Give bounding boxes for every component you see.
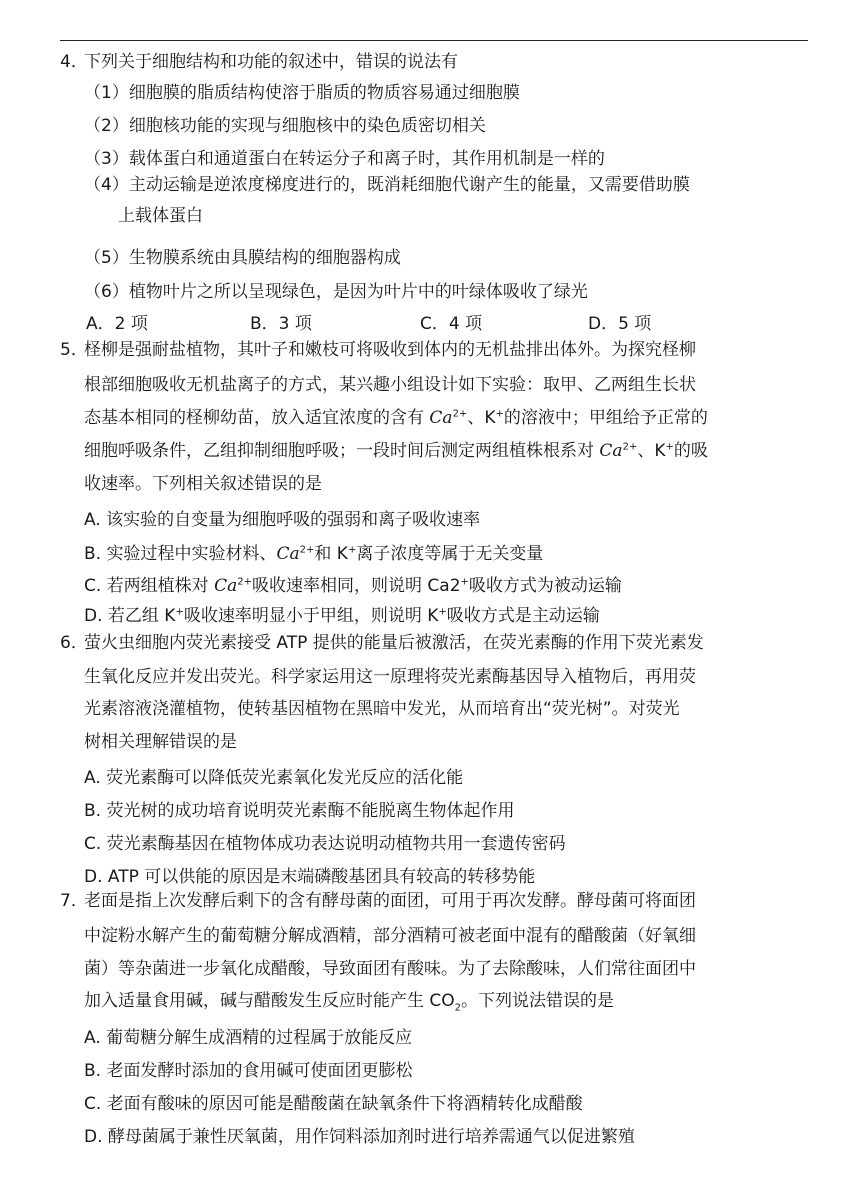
stem-line: 根部细胞吸收无机盐离子的方式，某兴趣小组设计如下实验：取甲、乙两组生长状 — [84, 375, 696, 395]
stem-line: 收速率。下列相关叙述错误的是 — [84, 474, 322, 494]
question-number: 7． — [60, 891, 88, 911]
stem-line: 细胞呼吸条件，乙组抑制细胞呼吸；一段时间后测定两组植株根系对 $Ca^{2+}$、K+的吸 — [84, 441, 708, 461]
statement-5: （5）生物膜系统由具膜结构的细胞器构成 — [84, 248, 401, 268]
stem-line: 老面是指上次发酵后剩下的含有酵母菌的面团，可用于再次发酵。酵母菌可将面团 — [84, 891, 696, 911]
question-number: 6． — [60, 633, 88, 653]
option-b[interactable]: B. 荧光树的成功培育说明荧光素酶不能脱离生物体起作用 — [84, 801, 515, 821]
stem-line: 生氧化反应并发出荧光。科学家运用这一原理将荧光素酶基因导入植物后，再用荧 — [84, 667, 696, 687]
stem-line: 光素溶液浇灌植物，使转基因植物在黑暗中发光，从而培育出“荧光树”。对荧光 — [84, 699, 680, 719]
top-rule — [60, 40, 808, 41]
choice-c[interactable]: C．4 项 — [420, 314, 483, 334]
stem-line: 态基本相同的柽柳幼苗，放入适宜浓度的含有 $Ca^{2+}$、K+的溶液中；甲组给予正常的 — [84, 408, 708, 428]
option-b[interactable]: B. 老面发酵时添加的食用碱可使面团更膨松 — [84, 1061, 413, 1081]
option-d[interactable]: D. 酵母菌属于兼性厌氧菌，用作饲料添加剂时进行培养需通气以促进繁殖 — [84, 1127, 635, 1147]
stem-line: 菌）等杂菌进一步氧化成醋酸，导致面团有酸味。为了去除酸味，人们常往面团中 — [84, 959, 696, 979]
option-d[interactable]: D. ATP 可以供能的原因是末端磷酸基团具有较高的转移势能 — [84, 867, 536, 887]
statement-2: （2）细胞核功能的实现与细胞核中的染色质密切相关 — [84, 116, 486, 136]
question-number: 4． — [60, 52, 88, 72]
statement-1: （1）细胞膜的脂质结构使溶于脂质的物质容易通过细胞膜 — [84, 83, 520, 103]
option-c[interactable]: C. 若两组植株对 $Ca^{2+}$吸收速率相同，则说明 Ca2+吸收方式为被动运输 — [84, 576, 622, 596]
option-b[interactable]: B. 实验过程中实验材料、$Ca^{2+}$和 K+离子浓度等属于无关变量 — [84, 544, 544, 564]
option-a[interactable]: A. 葡萄糖分解生成酒精的过程属于放能反应 — [84, 1028, 413, 1048]
option-a[interactable]: A. 荧光素酶可以降低荧光素氧化发光反应的活化能 — [84, 768, 464, 788]
stem-line: 中淀粉水解产生的葡萄糖分解成酒精，部分酒精可被老面中混有的醋酸菌（好氧细 — [84, 926, 696, 946]
option-a[interactable]: A. 该实验的自变量为细胞呼吸的强弱和离子吸收速率 — [84, 510, 481, 530]
option-d[interactable]: D. 若乙组 K+吸收速率明显小于甲组，则说明 K+吸收方式是主动运输 — [84, 606, 600, 626]
stem-line: 柽柳是强耐盐植物，其叶子和嫩枝可将吸收到体内的无机盐排出体外。为探究柽柳 — [84, 340, 696, 360]
stem-line: 加入适量食用碱，碱与醋酸发生反应时能产生 $CO_2$。下列说法错误的是 — [84, 991, 615, 1014]
statement-6: （6）植物叶片之所以呈现绿色，是因为叶片中的叶绿体吸收了绿光 — [84, 282, 588, 302]
question-number: 5． — [60, 340, 88, 360]
statement-4-cont: 上载体蛋白 — [118, 206, 203, 226]
stem-line: 树相关理解错误的是 — [84, 732, 237, 752]
stem-line: 萤火虫细胞内荧光素接受 ATP 提供的能量后被激活，在荧光素酶的作用下荧光素发 — [84, 633, 704, 653]
choice-a[interactable]: A．2 项 — [86, 314, 148, 334]
choice-b[interactable]: B．3 项 — [250, 314, 312, 334]
statement-4: （4）主动运输是逆浓度梯度进行的，既消耗细胞代谢产生的能量，又需要借助膜 — [84, 175, 690, 195]
choice-d[interactable]: D．5 项 — [588, 314, 652, 334]
statement-3: （3）载体蛋白和通道蛋白在转运分子和离子时，其作用机制是一样的 — [84, 149, 605, 169]
option-c[interactable]: C. 荧光素酶基因在植物体成功表达说明动植物共用一套遗传密码 — [84, 834, 566, 854]
question-stem: 下列关于细胞结构和功能的叙述中，错误的说法有 — [84, 52, 458, 72]
option-c[interactable]: C. 老面有酸味的原因可能是醋酸菌在缺氧条件下将酒精转化成醋酸 — [84, 1094, 583, 1114]
